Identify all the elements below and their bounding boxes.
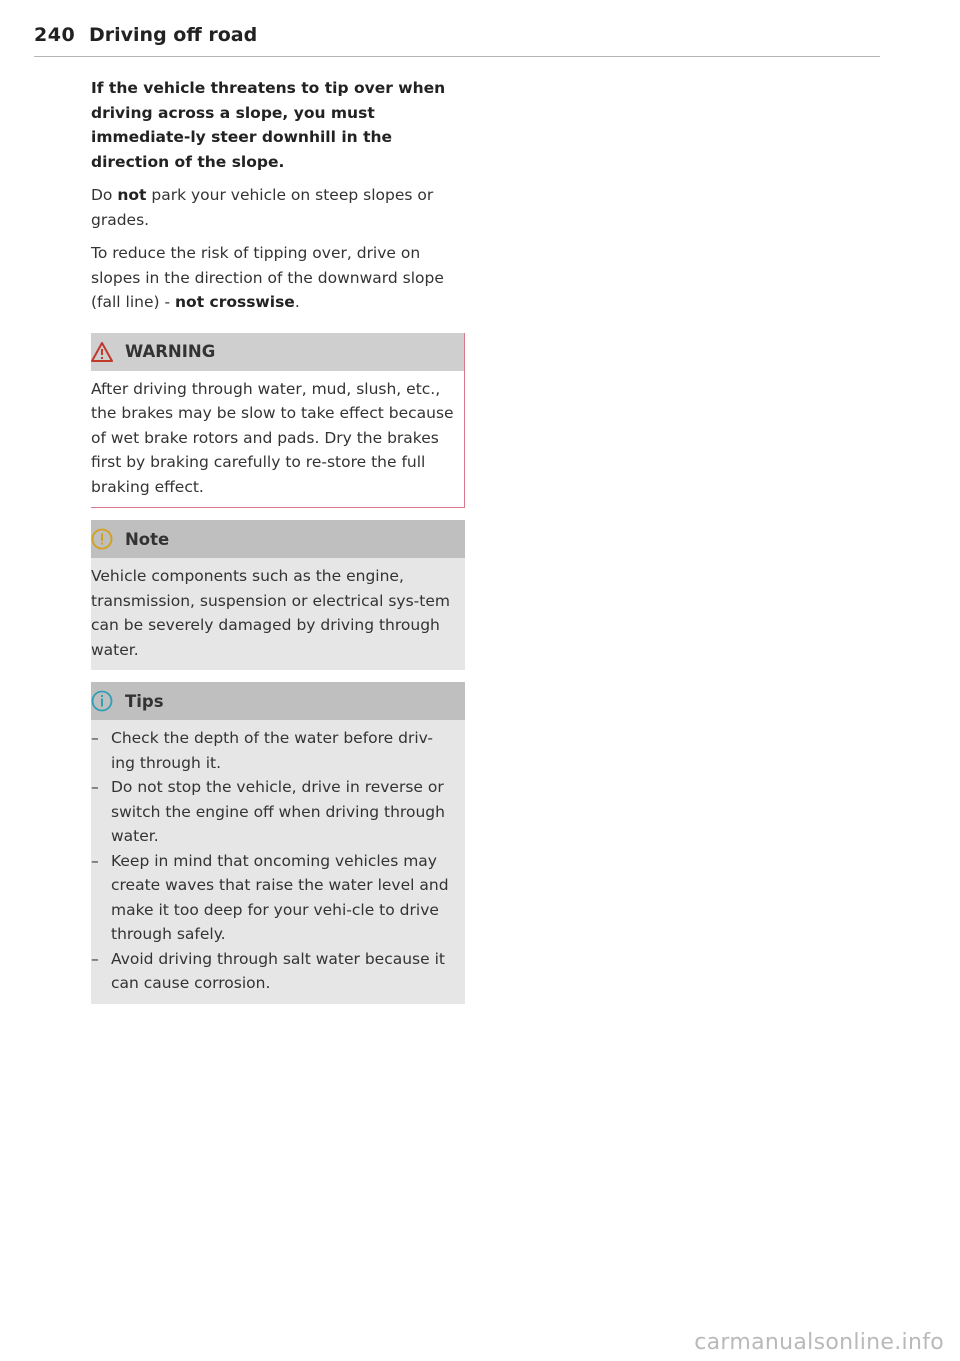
paragraph-parking-post: park your vehicle on steep slopes or grades. — [91, 186, 434, 229]
paragraph-parking — [91, 183, 465, 232]
warning-title: WARNING — [125, 342, 216, 361]
dash-icon: – — [91, 851, 99, 870]
warning-box — [91, 333, 465, 509]
main-column — [91, 72, 465, 1004]
tips-item-text: Check the depth of the water before driv-ing through it. — [111, 729, 434, 772]
warning-triangle-icon — [91, 342, 113, 362]
tips-item-text: Avoid driving through salt water because it can cause corrosion. — [111, 949, 445, 992]
tips-item — [91, 775, 455, 849]
paragraph-slope-post: . — [294, 293, 300, 311]
exclamation-circle-icon — [91, 528, 113, 550]
tips-body — [91, 720, 465, 1004]
paragraph-slope-pre: To reduce the risk of tipping over, drive on slopes in the direction of the downward slope (fall line) - — [91, 244, 444, 311]
paragraph-parking-bold: not — [117, 186, 147, 204]
dash-icon: – — [91, 949, 99, 968]
warning-text: After driving through water, mud, slush, etc., the brakes may be slow to take effect because of wet brake rotors and pads. Dry the brakes first by braking carefully to re-store the full braking effect. — [91, 379, 454, 496]
warning-header — [91, 333, 464, 371]
paragraph-slope-bold: not crosswise — [175, 293, 295, 311]
dash-icon: – — [91, 778, 99, 796]
dash-icon: – — [91, 729, 99, 747]
page-header — [34, 24, 880, 57]
paragraph-parking-pre: Do — [91, 186, 118, 204]
paragraph-slope — [91, 241, 465, 315]
info-circle-icon — [91, 690, 113, 712]
note-box — [91, 520, 465, 670]
note-title: Note — [125, 529, 170, 549]
tips-item — [91, 849, 455, 947]
watermark-link[interactable]: carmanualsonline.info — [694, 1330, 944, 1355]
tips-item-text: Do not stop the vehicle, drive in reverse or switch the engine off when driving through water. — [111, 778, 445, 845]
section-title: Driving off road — [89, 24, 258, 46]
note-text: Vehicle components such as the engine, transmission, suspension or electrical sys-tem can be severely damaged by driving through water. — [91, 567, 450, 659]
tips-list — [91, 726, 455, 996]
note-header — [91, 520, 465, 558]
lead-paragraph: If the vehicle threatens to tip over when driving across a slope, you must immediate-ly steer downhill in the direction of the slope. — [91, 79, 446, 171]
tips-box — [91, 682, 465, 1004]
tips-title: Tips — [125, 691, 164, 711]
page-number: 240 — [34, 24, 76, 46]
tips-header — [91, 682, 465, 720]
tips-item — [91, 726, 455, 775]
tips-item-text: Keep in mind that oncoming vehicles may create waves that raise the water level and make it too deep for your vehi-cle to drive through safely. — [111, 851, 449, 943]
tips-item — [91, 947, 455, 996]
